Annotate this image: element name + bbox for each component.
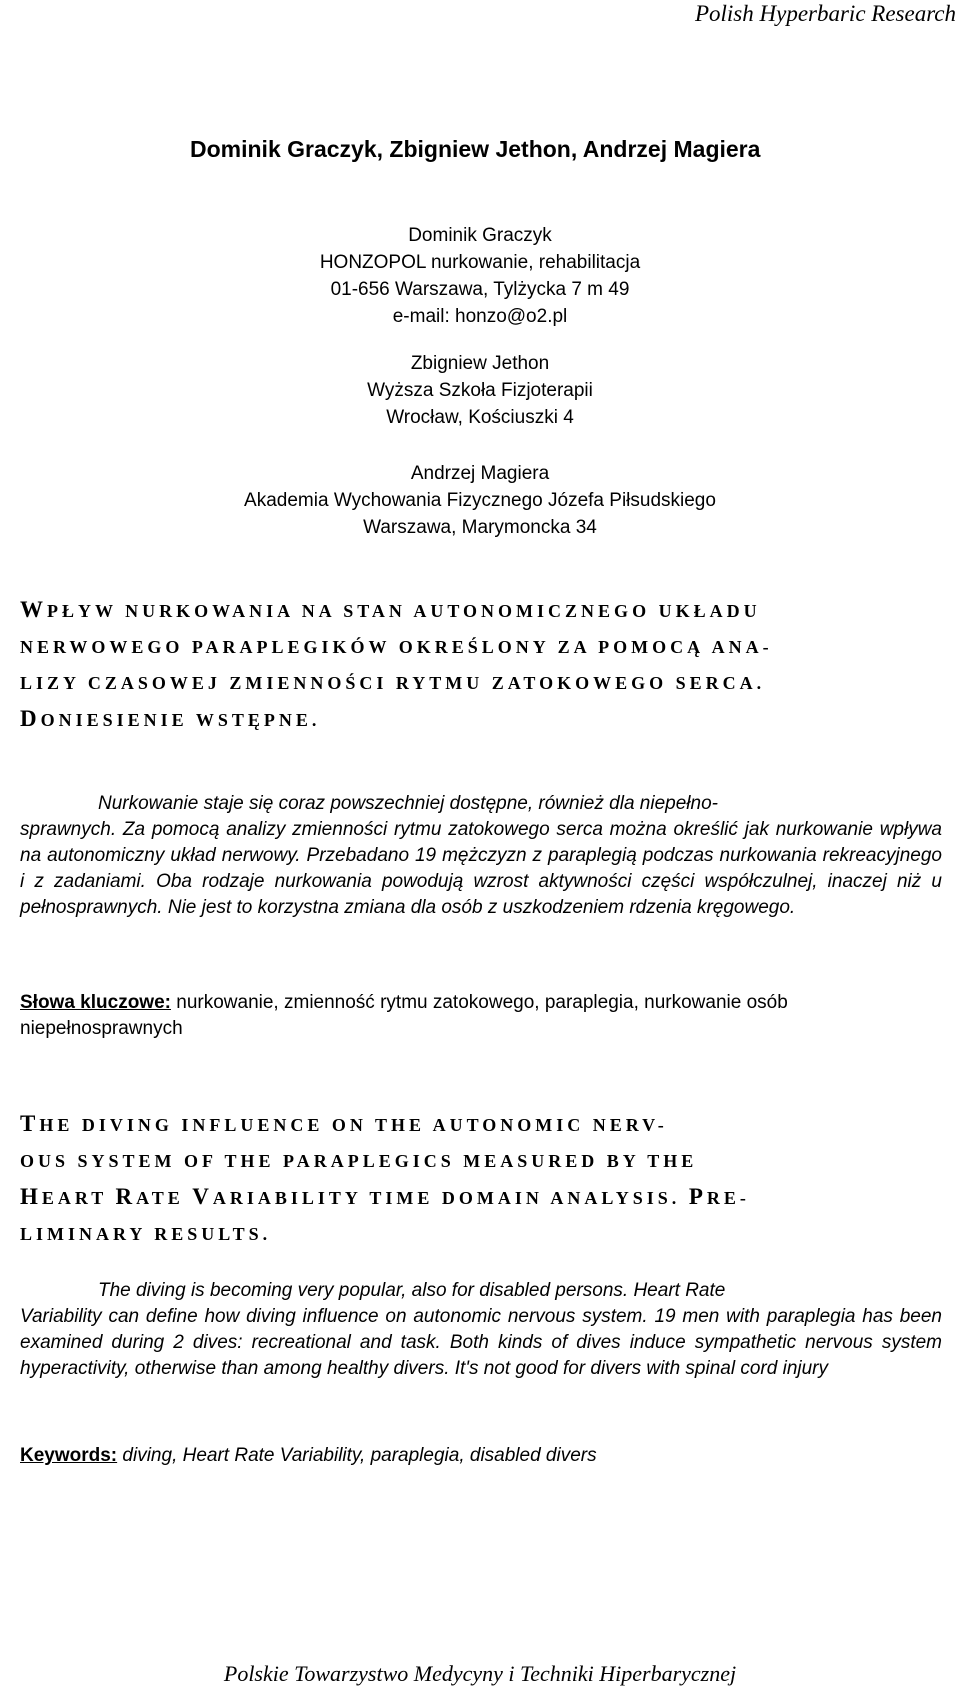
keywords-en-label: Keywords: <box>20 1445 118 1466</box>
affiliation-line: 01-656 Warszawa, Tylżycka 7 m 49 <box>330 279 630 300</box>
affiliation-magiera <box>0 460 960 541</box>
keywords-english <box>20 1443 942 1469</box>
title-polish <box>20 592 940 738</box>
title-pl-line-4: DONIESIENIE WSTĘPNE. <box>20 706 321 731</box>
affiliation-line: Wrocław, Kościuszki 4 <box>386 407 574 428</box>
title-en-line-4: LIMINARY RESULTS. <box>20 1224 272 1244</box>
affiliation-jethon <box>0 350 960 431</box>
affiliation-line: Zbigniew Jethon <box>410 353 550 374</box>
affiliation-graczyk <box>0 222 960 330</box>
society-footer: Polskie Towarzystwo Medycyny i Techniki Hiperbarycznej <box>223 1661 737 1686</box>
keywords-pl-label: Słowa kluczowe: <box>20 992 171 1013</box>
affiliation-email[interactable]: e-mail: honzo@o2.pl <box>392 306 568 327</box>
title-en-line-3: HEART RATE VARIABILITY TIME DOMAIN ANALYSIS. PRE- <box>20 1184 750 1209</box>
title-pl-line-2: NERWOWEGO PARAPLEGIKÓW OKREŚLONY ZA POMOCĄ ANA- <box>20 637 773 657</box>
affiliation-line: HONZOPOL nurkowanie, rehabilitacja <box>319 252 641 273</box>
affiliation-line: Andrzej Magiera <box>410 463 550 484</box>
authors-heading: Dominik Graczyk, Zbigniew Jethon, Andrzej Magiera <box>190 136 761 162</box>
keywords-polish <box>20 990 942 1042</box>
affiliation-line: Akademia Wychowania Fizycznego Józefa Piłsudskiego <box>244 490 716 511</box>
keywords-en-value: diving, Heart Rate Variability, paraplegia, disabled divers <box>122 1445 597 1466</box>
journal-header: Polish Hyperbaric Research <box>694 1 956 26</box>
abstract-en-first-line: The diving is becoming very popular, also for disabled persons. Heart Rate <box>98 1280 726 1301</box>
title-english <box>20 1106 940 1252</box>
title-en-line-1: THE DIVING INFLUENCE ON THE AUTONOMIC NERV- <box>20 1111 668 1136</box>
abstract-pl-first-line: Nurkowanie staje się coraz powszechniej dostępne, również dla niepełno- <box>98 793 718 814</box>
affiliation-line: Wyższa Szkoła Fizjoterapii <box>367 380 593 401</box>
title-pl-line-1: WPŁYW NURKOWANIA NA STAN AUTONOMICZNEGO UKŁADU <box>20 597 761 622</box>
abstract-en-body: Variability can define how diving influence on autonomic nervous system. 19 men with paraplegia has been examined during 2 dives: recreational and task. Both kinds of dives induce sympathetic nervous system hyperactivity, otherwise than among healthy divers. It's not good for divers with spinal cord injury <box>20 1306 942 1379</box>
keywords-pl-value: nurkowanie, zmienność rytmu zatokowego, paraplegia, nurkowanie osób niepełnosprawnych <box>20 992 788 1039</box>
abstract-english <box>20 1278 942 1382</box>
title-en-line-2: OUS SYSTEM OF THE PARAPLEGICS MEASURED BY THE <box>20 1151 698 1171</box>
abstract-polish <box>20 791 942 921</box>
abstract-pl-body: sprawnych. Za pomocą analizy zmienności rytmu zatokowego serca można określić jak nurkowanie wpływa na autonomiczny układ nerwowy. Przebadano 19 mężczyzn z paraplegią podczas nurkowania rekreacyjnego i z zadaniami. Oba rodzaje nurkowania powodują wzrost aktywności części współczulnej, inaczej niż u pełnosprawnych. Nie jest to korzystna zmiana dla osób z uszkodzeniem rdzenia kręgowego. <box>20 819 942 918</box>
affiliation-line: Warszawa, Marymoncka 34 <box>363 517 597 538</box>
title-pl-line-3: LIZY CZASOWEJ ZMIENNOŚCI RYTMU ZATOKOWEGO SERCA. <box>20 673 766 693</box>
affiliation-line: Dominik Graczyk <box>408 225 552 246</box>
